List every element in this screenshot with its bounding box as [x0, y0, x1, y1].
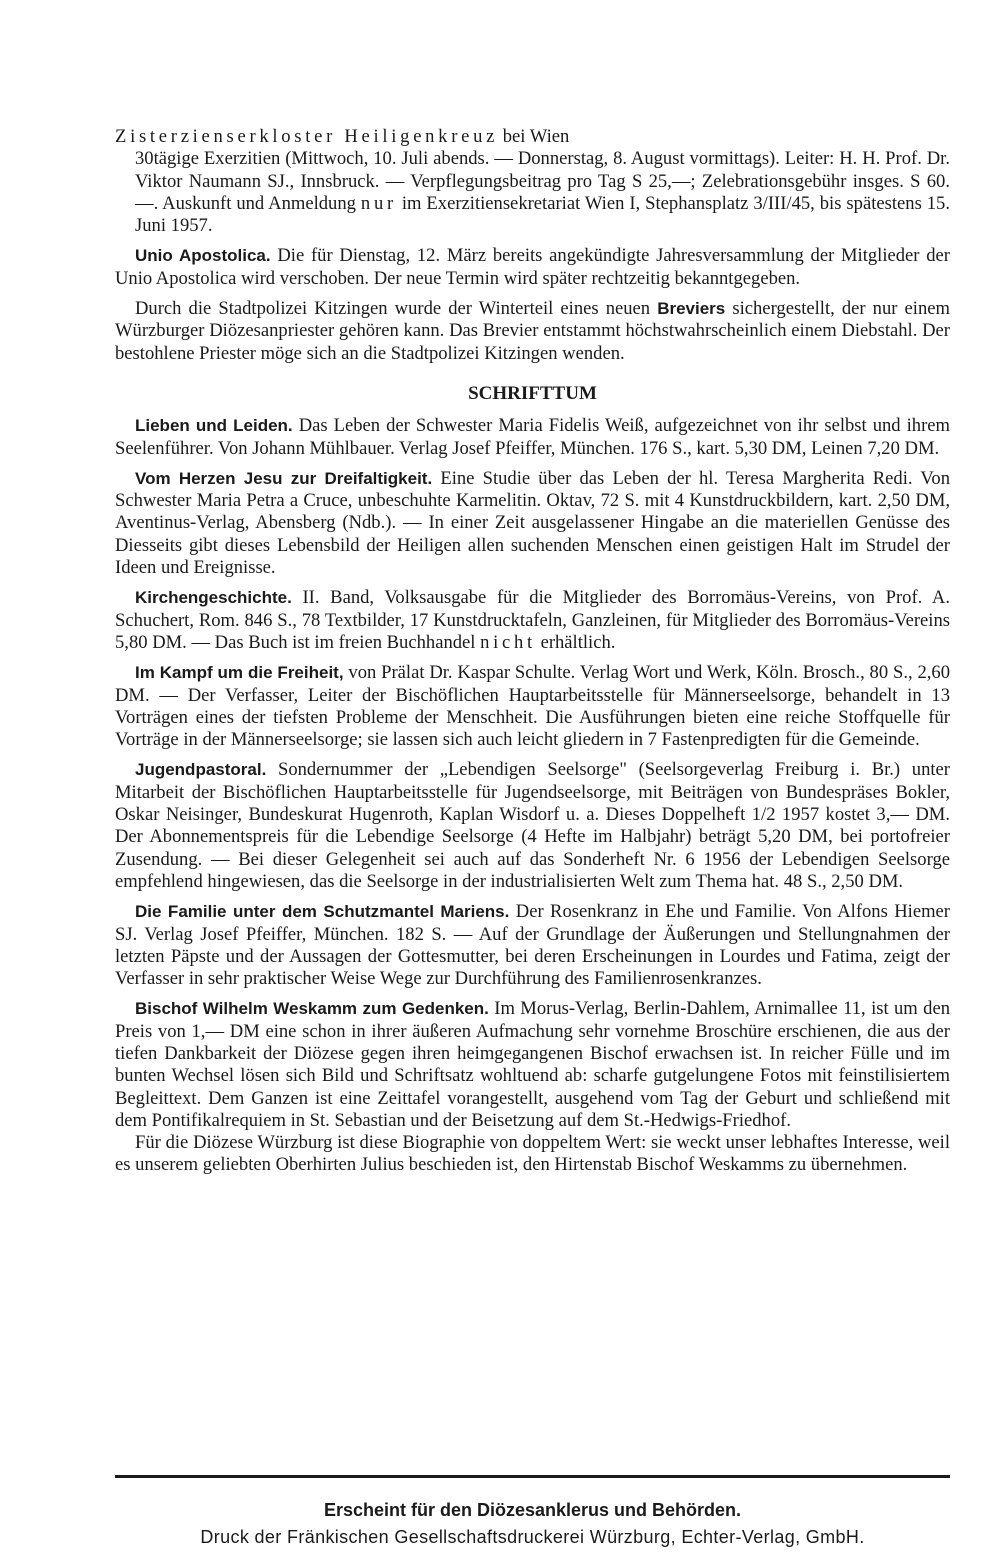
review-body: II. Band, Volksausgabe für die Mitglieder des Borromäus-Vereins, von Prof. A. Schuchert, Rom. 846 S., 78 Textbilder, 17 Kunstdrucktafeln, Ganzleinen, für Mitglieder des Borromäus-Vereins 5,80 DM. — Das Buch ist im freien Buchhandel	[115, 587, 950, 653]
notice-unio	[115, 245, 950, 290]
footer-divider	[115, 1475, 950, 1478]
review-item	[115, 759, 950, 893]
review-item	[115, 662, 950, 751]
review-body: Das Leben der Schwester Maria Fidelis Weiß, aufgezeichnet von ihr selbst und ihrem Seelenführer. Von Johann Mühlbauer. Verlag Josef Pfeiffer, München. 176 S., kart. 5,30 DM, Leinen 7,20 DM.	[115, 415, 950, 459]
footer-line-publication: Erscheint für den Diözesanklerus und Behörden.	[323, 1500, 742, 1520]
review-title: Im Kampf um die Freiheit,	[135, 663, 344, 683]
section-heading: SCHRIFTTUM	[468, 382, 597, 404]
review-title: Die Familie unter dem Schutzmantel Mariens.	[135, 902, 510, 922]
review-body: Sondernummer der „Lebendigen Seelsorge" (Seelsorgeverlag Freiburg i. Br.) unter Mitarbeit der Bischöflichen Hauptarbeitsstelle für Jugendseelsorge, mit Beiträgen von Bundespräses Bokler, Oskar Neisinger, Bundeskurat Hugenroth, Kaplan Wisdorf u. a. Dieses Doppelheft 1/2 1957 kostet 3,— DM. Der Abonnementspreis für die Lebendige Seelsorge (4 Hefte im Halbjahr) beträgt 5,20 DM, bei portofreier Zusendung. — Bei dieser Gelegenheit sei auch auf das Sonderheft Nr. 6 1956 der Lebendigen Seelsorge empfehlend hingewiesen, das die Seelsorge in der industrialisierten Welt zum Thema hat. 48 S., 2,50 DM.	[115, 759, 950, 892]
review-body: Im Morus-Verlag, Berlin-Dahlem, Arnimallee 11, ist um den Preis von 1,— DM eine schon in ihrer äußeren Aufmachung sehr vornehme Broschüre erschienen, die aus der tiefen Dankbarkeit der Diözese gegen ihren heimgegangenen Bischof erwachsen ist. In reicher Fülle und im bunten Wechsel lösen sich Bild und Schriftsatz wohltuend ab: scharfe gutgelungene Fotos mit feinstilisiertem Begleittext. Dem Ganzen ist eine Zeittafel vorangestellt, ausgehend vom Tag der Geburt und schließend mit dem Pontifikalrequiem in St. Sebastian und der Beisetzung auf dem St.-Hedwigs-Friedhof.	[115, 998, 950, 1131]
notice-exercises-body	[115, 148, 950, 237]
review-body: Der Rosenkranz in Ehe und Familie. Von Alfons Hiemer SJ. Verlag Josef Pfeiffer, München. 182 S. — Auf der Grundlage der Äußerungen und Stellungnahmen der letzten Päpste und der Aussagen der Gottesmutter, bei deren Erscheinungen in Lourdes und Fatima, zeigt der Verfasser in sehr praktischer Weise Wege zur Durchführung des Familienrosenkranzes.	[115, 901, 950, 990]
review-item	[115, 587, 950, 654]
review-body: Eine Studie über das Leben der hl. Teresa Margherita Redi. Von Schwester Maria Petra a Cruce, unbeschuhte Karmelitin. Oktav, 72 S. mit 4 Kunstdruckbildern, kart. 2,50 DM, Aventinus-Verlag, Abensberg (Ndb.). — In einer Zeit ausgelassener Hingabe an die materiellen Genüsse des Diesseits gibt dieses Lebensbild der Heiligen allen suchenden Menschen einen geistigen Halt im Strudel der Ideen und Ereignisse.	[115, 467, 950, 579]
footer-line-printer: Druck der Fränkischen Gesellschaftsdruckerei Würzburg, Echter-Verlag, GmbH.	[200, 1527, 865, 1547]
review-item	[115, 468, 950, 579]
closing-paragraph: Für die Diözese Würzburg ist diese Biographie von doppeltem Wert: sie weckt unser lebhaftes Interesse, weil es unserem geliebten Oberhirten Julius beschieden ist, den Hirtenstab Bischof Weskamms zu übernehmen.	[115, 1132, 950, 1176]
review-title: Lieben und Leiden.	[135, 416, 293, 436]
review-title: Vom Herzen Jesu zur Dreifaltigkeit.	[135, 468, 433, 488]
page-body	[115, 126, 950, 1185]
review-emphasis: nicht	[480, 631, 536, 653]
review-title: Bischof Wilhelm Weskamm zum Gedenken.	[135, 999, 489, 1019]
notice-brevier-text: Durch die Stadtpolizei Kitzingen wurde der Winterteil eines neuen	[135, 298, 651, 320]
notice-exercises-text: 30tägige Exerzitien (Mittwoch, 10. Juli abends. — Donnerstag, 8. August vormittags). Leiter: H. H. Prof. Dr. Viktor Naumann SJ., Innsbruck. — Verpflegungsbeitrag pro Tag S 25,—; Zelebrationsgebühr insges. S 60.—. Auskunft und Anmeldung	[135, 148, 950, 214]
notice-brevier	[115, 298, 950, 365]
notice-unio-body: Die für Dienstag, 12. März bereits angekündigte Jahresversammlung der Mitglieder der Unio Apostolica wird verschoben. Der neue Termin wird später rechtzeitig bekanntgegeben.	[115, 245, 950, 289]
notice-exercises-emphasis: nur	[360, 192, 397, 214]
notice-brevier-keyword: Breviers	[657, 299, 726, 319]
notice-exercises-title-tail: bei Wien	[502, 126, 570, 147]
notice-brevier-text-tail: sichergestellt, der nur einem Würzburger Diözesanpriester gehören kann. Das Brevier entstammt höchstwahrscheinlich einem Diebstahl. Der bestohlene Priester möge sich an die Stadtpolizei Kitzingen wenden.	[115, 298, 950, 364]
review-title: Kirchengeschichte.	[135, 588, 292, 608]
review-title: Jugendpastoral.	[135, 760, 267, 780]
review-body-tail: erhältlich.	[540, 631, 616, 653]
notice-unio-title: Unio Apostolica.	[135, 246, 271, 266]
review-body: von Prälat Dr. Kaspar Schulte. Verlag Wort und Werk, Köln. Brosch., 80 S., 2,60 DM. — Der Verfasser, Leiter der Bischöflichen Hauptarbeitsstelle für Männerseelsorge, behandelt in 13 Vorträgen eines der tiefsten Probleme der Menschheit. Die Ausführungen bieten eine reiche Stoffquelle für Vorträge in der Männerseelsorge; sie lassen sich auch leicht gliedern in 7 Fastenpredigten für die Gemeinde.	[115, 662, 950, 751]
review-item	[115, 901, 950, 990]
notice-exercises-title: Zisterzienserkloster Heiligenkreuz	[115, 126, 499, 147]
review-item	[115, 998, 950, 1132]
review-item	[115, 415, 950, 460]
notice-exercises	[115, 126, 950, 148]
notice-exercises-text-tail: im Exerzitiensekretariat Wien I, Stephansplatz 3/III/45, bis spätestens 15. Juni 1957.	[135, 192, 951, 237]
